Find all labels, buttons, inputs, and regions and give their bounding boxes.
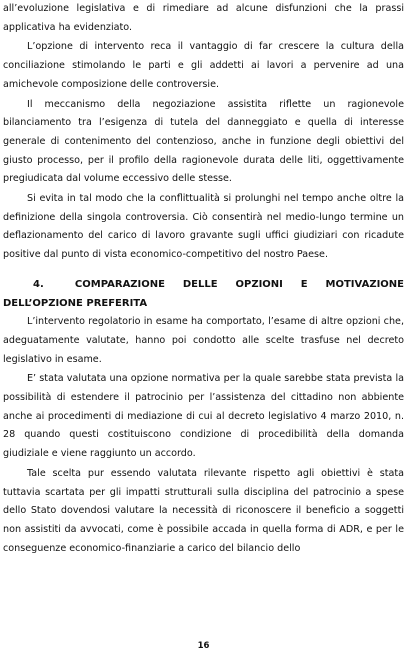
paragraph-option: E’ stata valutata una opzione normativa per la quale sarebbe stata prevista la possibilità di estendere il patrocinio per l’assistenza del cittadino non abbiente anche ai procedimenti di mediazione di cui al decreto legislativo 4 marzo 2010, n. 28 quando questi costituiscono condizione di procedibilità della domanda giudiziale e viene raggiunto un accordo. — [3, 373, 404, 460]
paragraph-conflict: Si evita in tal modo che la conflittualità si prolunghi nel tempo anche oltre la definizione della singola controversia. Ciò consentirà nel medio-lungo termine un deflazionamento del carico di lavoro gravante sugli uffici giudiziari con ricadute positive dal punto di vista economico-competitivo del nostro Paese. — [3, 193, 404, 261]
paragraph-conciliation: L’opzione di intervento reca il vantaggio di far crescere la cultura della conciliazione stimolando le parti e gli addetti ai lavori a pervenire ad una amichevole composizione delle controversie. — [3, 41, 404, 90]
page-number: 16 — [197, 641, 210, 651]
section-number: 4. — [33, 278, 44, 290]
paragraph-negotiation: Il meccanismo della negoziazione assistita riflette un ragionevole bilanciamento tra l’esigenza di tutela del danneggiato e quella di interesse generale di contenimento del contenzioso, anche in funzione degli obiettivi del giusto processo, per il profilo della ragionevole durata delle liti, oggettivamente pregiudicata dal volume eccessivo delle stesse. — [3, 98, 404, 185]
section-heading — [3, 276, 404, 313]
document-page — [3, 0, 404, 558]
paragraph-choice: Tale scelta pur essendo valutata rilevante rispetto agli obiettivi è stata tuttavia scartata per gli impatti strutturali sulla disciplina del patrocinio a spese dello Stato dovendosi valutare la necessità di riconoscere il beneficio a soggetti non assistiti da avvocati, come è possibile accada in quella forma di ADR, e per le conseguenze economico-finanziarie a carico del bilancio dello — [3, 467, 404, 554]
paragraph-continued: all’evoluzione legislativa e di rimediare ad alcune disfunzioni che la prassi applicativa ha evidenziato. — [3, 3, 404, 33]
paragraph-regulatory: L’intervento regolatorio in esame ha comportato, l’esame di altre opzioni che, adeguatamente valutate, hanno poi condotto alle scelte trasfuse nel decreto legislativo in esame. — [3, 316, 404, 365]
section-title: COMPARAZIONE DELLE OPZIONI E MOTIVAZIONE DELL’OPZIONE PREFERITA — [3, 278, 404, 309]
